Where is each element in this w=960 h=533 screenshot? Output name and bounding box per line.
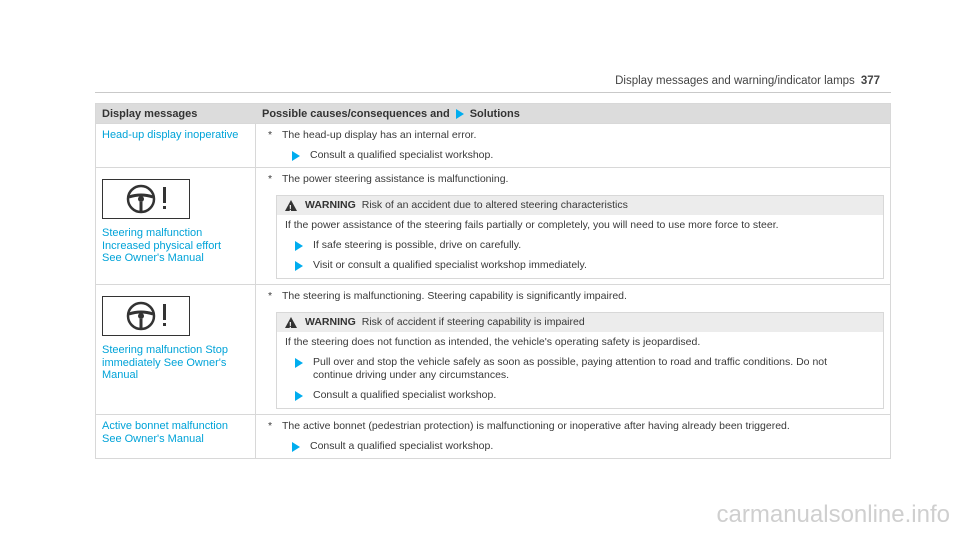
solution-text: Pull over and stop the vehicle safely as soon as possible, paying attention to road and traffic conditions. Do not continue driving under any circumstances. (313, 356, 828, 381)
table-header (96, 104, 890, 123)
message-cell (96, 124, 256, 167)
warning-box (276, 312, 884, 409)
warning-box (276, 195, 884, 279)
steering-warning-icon (102, 296, 190, 336)
solution-text: Consult a qualified specialist workshop. (310, 149, 494, 161)
table-row (96, 414, 890, 458)
warning-label: WARNING (305, 316, 356, 328)
warning-triangle-icon: ! (285, 200, 297, 211)
running-head-title: Display messages and warning/indicator lamps (615, 75, 855, 87)
col-header-causes-label: Possible causes/consequences and (262, 107, 450, 120)
col-header-messages: Display messages (102, 107, 198, 120)
col-header-solutions-label: Solutions (469, 107, 520, 120)
star-marker: * (268, 420, 273, 432)
warning-body: If the power assistance of the steering fails partially or completely, you will need to use more force to steer. (285, 219, 779, 231)
table-row (96, 167, 890, 284)
star-marker: * (268, 290, 273, 302)
warning-triangle-icon: ! (285, 317, 297, 328)
running-head (615, 75, 880, 87)
cause-text: The active bonnet (pedestrian protection) is malfunctioning or inoperative after having already been triggered. (282, 420, 790, 432)
table-row (96, 284, 890, 414)
cause-cell (256, 285, 890, 414)
arrow-right-icon (295, 241, 303, 251)
message-text: Active bonnet malfunction See Owner's Manual (102, 420, 228, 445)
watermark: carmanualsonline.info (716, 501, 950, 528)
arrow-right-icon (295, 261, 303, 271)
warning-label: WARNING (305, 199, 356, 211)
message-text: Steering malfunction Increased physical effort See Owner's Manual (102, 227, 222, 264)
steering-warning-icon (102, 179, 190, 219)
arrow-right-icon (292, 151, 300, 161)
message-text: Head-up display inoperative (102, 129, 239, 141)
cause-text: The steering is malfunctioning. Steering capability is significantly impaired. (282, 290, 627, 302)
arrow-right-icon (456, 109, 464, 119)
solution-text: Consult a qualified specialist workshop. (313, 389, 497, 401)
page-number: 377 (860, 75, 880, 87)
solution-text: Visit or consult a qualified specialist workshop immediately. (313, 259, 587, 271)
message-cell (96, 285, 256, 414)
cause-cell (256, 415, 890, 458)
arrow-right-icon (295, 358, 303, 368)
warning-title: Risk of an accident due to altered steering characteristics (361, 199, 628, 211)
star-marker: * (268, 129, 273, 141)
warning-body: If the steering does not function as intended, the vehicle's operating safety is jeopardised. (285, 336, 701, 348)
display-messages-table (95, 103, 891, 459)
message-cell (96, 415, 256, 458)
solution-text: If safe steering is possible, drive on carefully. (313, 239, 522, 251)
message-text: Steering malfunction Stop immediately See Owner's Manual (102, 344, 228, 381)
message-cell (96, 168, 256, 284)
col-header-causes (256, 108, 890, 120)
cause-text: The power steering assistance is malfunctioning. (282, 173, 509, 185)
cause-cell (256, 124, 890, 167)
arrow-right-icon (292, 442, 300, 452)
warning-title: Risk of accident if steering capability is impaired (361, 316, 585, 328)
cause-text: The head-up display has an internal error. (282, 129, 477, 141)
cause-cell (256, 168, 890, 284)
arrow-right-icon (295, 391, 303, 401)
solution-text: Consult a qualified specialist workshop. (310, 440, 494, 452)
star-marker: * (268, 173, 273, 185)
table-row (96, 123, 890, 167)
header-divider (95, 92, 891, 93)
